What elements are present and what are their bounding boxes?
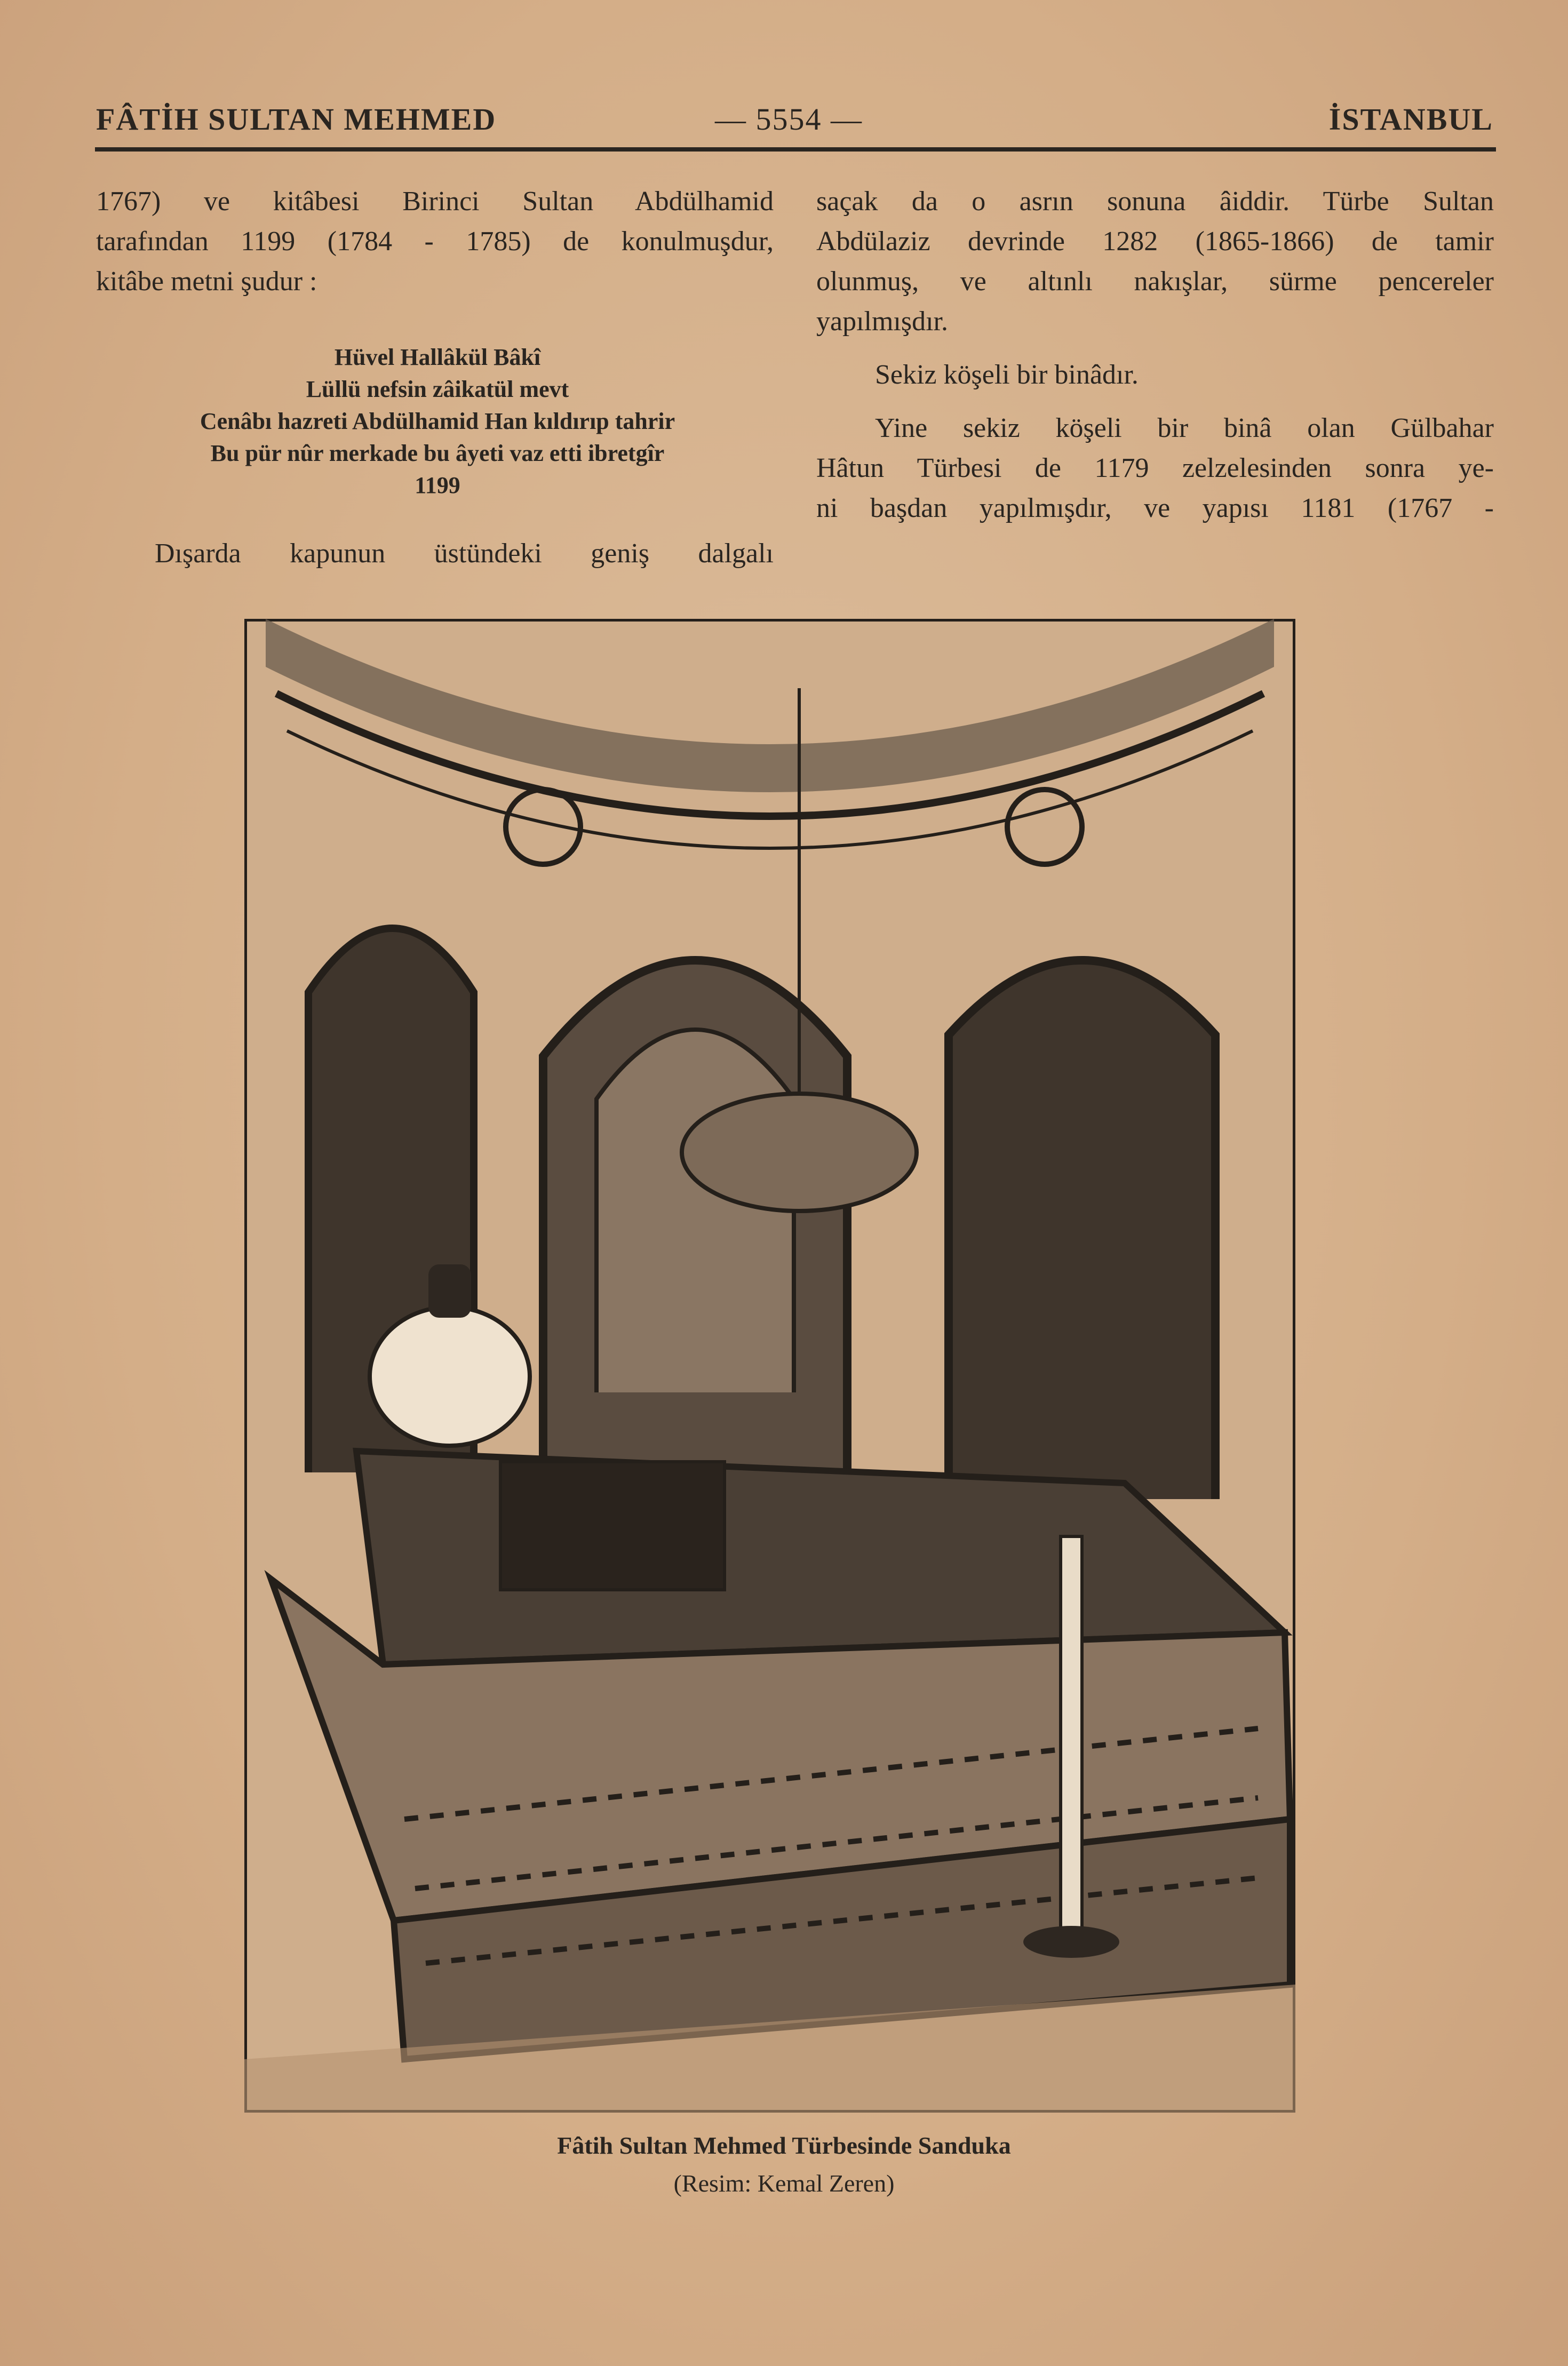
illustration-drawing <box>244 619 1295 2113</box>
figure-caption: Fâtih Sultan Mehmed Türbesinde Sanduka <box>557 2132 1011 2159</box>
page-number: — 5554 — <box>715 102 863 137</box>
inscription-line: Hüvel Hallâkül Bâkî <box>334 344 541 370</box>
inscription-line: Bu pür nûr merkade bu âyeti vaz etti ibretgîr <box>210 440 665 466</box>
right-para2: Sekiz köşeli bir binâdır. <box>875 360 1139 390</box>
right-para1-line: yapılmışdır. <box>816 306 948 337</box>
left-intro-line: tarafından 1199 (1784 - 1785) de konulmuşdur, <box>96 226 774 257</box>
inscription-block <box>107 341 768 501</box>
right-column <box>816 181 1494 528</box>
figure-credit: (Resim: Kemal Zeren) <box>673 2170 895 2197</box>
left-column <box>96 181 774 301</box>
right-para1-line: olunmuş, ve altınlı nakışlar, sürme pencereler <box>816 266 1494 297</box>
right-para3-line: Yine sekiz köşeli bir binâ olan Gülbahar <box>875 413 1494 443</box>
left-intro-line: kitâbe metni şudur : <box>96 266 317 297</box>
right-para1-line: Abdülaziz devrinde 1282 (1865-1866) de tamir <box>816 226 1494 257</box>
right-para1-line: saçak da o asrın sonuna âiddir. Türbe Sultan <box>816 186 1494 217</box>
inscription-line: Lüllü nefsin zâikatül mevt <box>306 376 569 402</box>
left-intro-line: 1767) ve kitâbesi Birinci Sultan Abdülhamid <box>96 186 774 217</box>
right-para3-line: ni başdan yapılmışdır, ve yapısı 1181 (1767 - <box>816 493 1494 523</box>
header-rule <box>95 147 1496 152</box>
sarcophagus-illustration <box>244 619 1295 2113</box>
right-para3-line: Hâtun Türbesi de 1179 zelzelesinden sonra ye- <box>816 453 1494 483</box>
inscription-date: 1199 <box>415 472 460 498</box>
inscription-line: Cenâbı hazreti Abdülhamid Han kıldırıp tahrir <box>200 408 675 434</box>
left-closing <box>96 533 774 573</box>
left-closing-line: Dışarda kapunun üstündeki geniş dalgalı <box>155 538 774 569</box>
running-header-section: İSTANBUL <box>1328 102 1493 137</box>
running-header-title: FÂTİH SULTAN MEHMED <box>96 102 497 137</box>
